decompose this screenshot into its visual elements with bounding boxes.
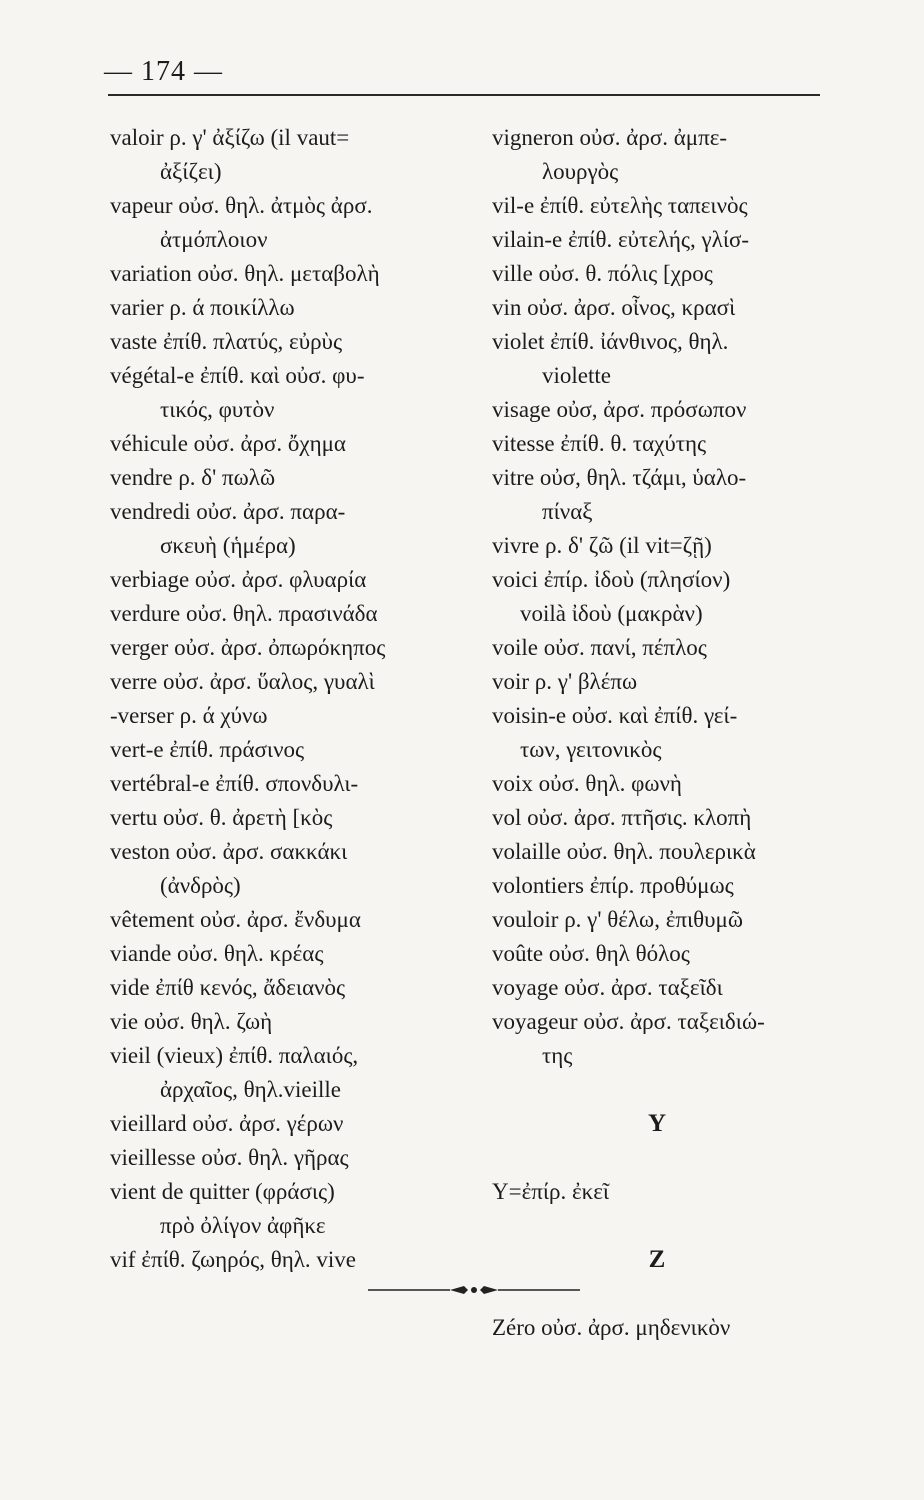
right-entry-line: vil-e ἐπίθ. εὐτελὴς ταπεινὸς [492,193,748,218]
left-column [110,121,470,1277]
section-letter-y: Y [647,1110,667,1137]
right-entry-line: visage οὐσ, ἀρσ. πρόσωπον [492,397,747,422]
right-entry-line: vouloir ρ. γ' θέλω, ἐπιθυμῶ [492,907,744,932]
right-column-entries [492,121,852,1073]
right-entry-line: voyageur οὐσ. ἀρσ. ταξειδιώ- [492,1009,765,1034]
left-entry-line: σκευὴ (ἡμέρα) [160,533,296,558]
left-entry-line: verre οὐσ. ἀρσ. ὕαλος, γυαλὶ [110,669,375,694]
left-entry-line: -verser ρ. ά χύνω [110,703,268,728]
spacer [492,1073,852,1107]
section-z-entry: Zéro οὐσ. ἀρσ. μηδενικὸν [492,1315,731,1340]
section-letter-z: Z [648,1246,666,1273]
left-entry-line: vendre ρ. δ' πωλῶ [110,465,276,490]
right-entry-line: volaille οὐσ. θηλ. πουλερικὰ [492,839,756,864]
right-entry-line: voir ρ. γ' βλέπω [492,669,638,694]
right-entry-line: ville οὐσ. θ. πόλις [χρος [492,261,713,286]
right-entry-line: λουργὸς [542,159,619,184]
left-entry-line: vertu οὐσ. θ. ἀρετὴ [κὸς [110,805,333,830]
left-entry-line: vie οὐσ. θηλ. ζωὴ [110,1009,273,1034]
right-entry-line: vol οὐσ. ἀρσ. πτῆσις. κλοπὴ [492,805,752,830]
right-entry-line: vitre οὐσ, θηλ. τζάμι, ὑαλο- [492,465,747,490]
right-entry-line: voûte οὐσ. θηλ θόλος [492,941,690,966]
right-entry-line: volontiers ἐπίρ. προθύμως [492,873,734,898]
right-entry-line: voilà ἰδοὺ (μακρὰν) [520,601,703,626]
left-entry-line: πρὸ ὀλίγον ἀφῆκε [160,1213,326,1238]
right-entry-line: voile οὐσ. πανί, πέπλος [492,635,707,660]
page-number: — 174 — [104,56,223,87]
right-entry-line: των, γειτονικὸς [520,737,662,762]
right-entry-line: πίναξ [542,499,593,524]
left-entry-line: verbiage οὐσ. ἀρσ. φλυαρία [110,567,367,592]
left-entry-line: vieil (vieux) ἐπίθ. παλαιός, [110,1043,359,1068]
left-entry-line: verger οὐσ. ἀρσ. ὀπωρόκηπος [110,635,386,660]
left-entry-line: vêtement οὐσ. ἀρσ. ἔνδυμα [110,907,361,932]
left-entry-line: ἀξίζει) [160,159,222,184]
left-entry-line: vapeur οὐσ. θηλ. ἀτμὸς ἀρσ. [110,193,373,218]
left-entry-line: végétal-e ἐπίθ. καὶ οὐσ. φυ- [110,363,365,388]
left-entry-line: τικός, φυτὸν [160,397,275,422]
left-entry-line: varier ρ. ά ποικίλλω [110,295,295,320]
right-entry-line: voix οὐσ. θηλ. φωνὴ [492,771,682,796]
header-rule [108,94,820,96]
left-entry-line: vif ἐπίθ. ζωηρός, θηλ. vive [110,1247,357,1272]
right-entry-line: violet ἐπίθ. ἰάνθινος, θηλ. [492,329,729,354]
left-entry-line: vertébral-e ἐπίθ. σπονδυλι- [110,771,359,796]
left-entry-line: viande οὐσ. θηλ. κρέας [110,941,324,966]
right-entry-line: της [542,1043,573,1068]
right-entry-line: vivre ρ. δ' ζῶ (il vit=ζῇ) [492,533,712,558]
left-entry-line: vieillesse οὐσ. θηλ. γῆρας [110,1145,349,1170]
left-entry-line: ἀτμόπλοιον [160,227,268,252]
section-y-entry: Y=ἐπίρ. ἐκεῖ [492,1179,610,1204]
left-entry-line: verdure οὐσ. θηλ. πρασινάδα [110,601,378,626]
left-entry-line: vendredi οὐσ. ἀρσ. παρα- [110,499,346,524]
left-entry-line: vert-e ἐπίθ. πράσινος [110,737,305,762]
right-column [492,121,852,1345]
end-ornament [368,1280,580,1300]
left-entry-line: (ἀνδρὸς) [160,873,241,898]
right-entry-line: voici ἐπίρ. ἰδοὺ (πλησίον) [492,567,731,592]
left-entry-line: vieillard οὐσ. ἀρσ. γέρων [110,1111,344,1136]
left-entry-line: vient de quitter (φράσις) [110,1179,335,1204]
left-entry-line: valoir ρ. γ' ἀξίζω (il vaut= [110,125,350,150]
left-entry-line: variation οὐσ. θηλ. μεταβολὴ [110,261,380,286]
right-entry-line: vilain-e ἐπίθ. εὐτελής, γλίσ- [492,227,750,252]
right-entry-line: vin οὐσ. ἀρσ. οἶνος, κρασὶ [492,295,736,320]
left-entry-line: véhicule οὐσ. ἀρσ. ὄχημα [110,431,346,456]
right-entry-line: voisin-e οὐσ. καὶ ἐπίθ. γεί- [492,703,738,728]
spacer [492,1209,852,1243]
spacer [492,1141,852,1175]
left-entry-line: vaste ἐπίθ. πλατύς, εὐρὺς [110,329,343,354]
right-entry-line: vigneron οὐσ. ἀρσ. ἀμπε- [492,125,728,150]
right-entry-line: violette [542,363,611,388]
left-entry-line: vide ἐπίθ κενός, ἄδειανὸς [110,975,346,1000]
left-entry-line: veston οὐσ. ἀρσ. σακκάκι [110,839,348,864]
left-entry-line: ἀρχαῖος, θηλ.vieille [160,1077,342,1102]
right-entry-line: vitesse ἐπίθ. θ. ταχύτης [492,431,707,456]
right-entry-line: voyage οὐσ. ἀρσ. ταξεῖδι [492,975,723,1000]
